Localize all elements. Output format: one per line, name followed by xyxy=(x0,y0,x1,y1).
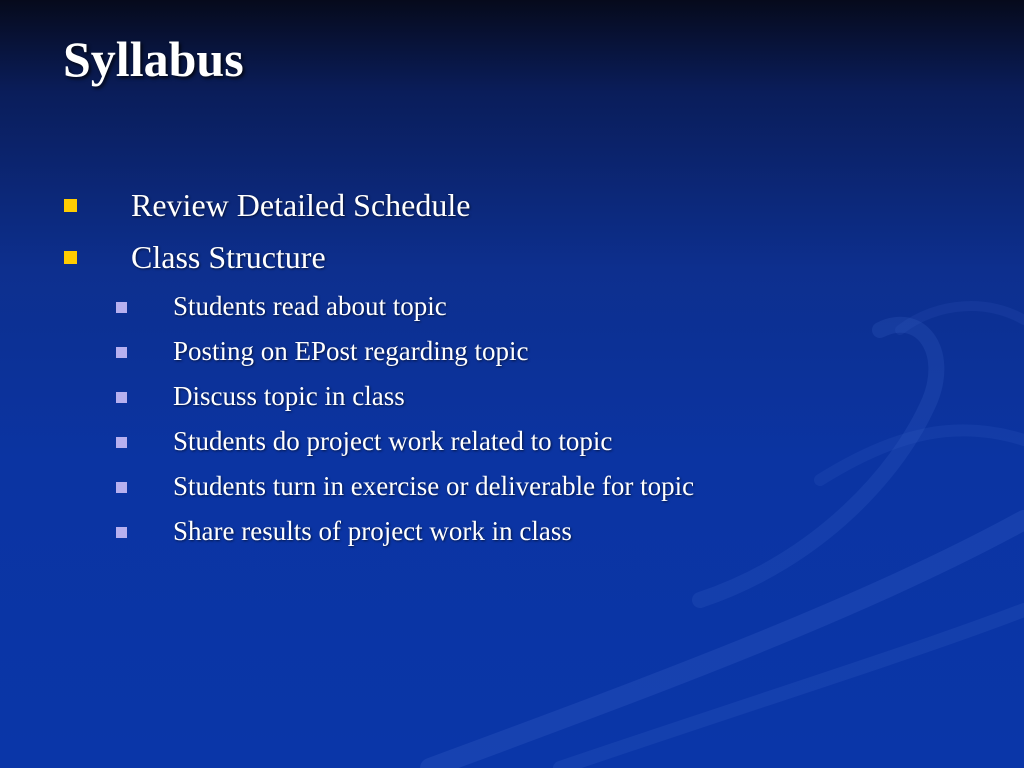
slide-title: Syllabus xyxy=(63,31,244,87)
sub-bullet-text: Discuss topic in class xyxy=(173,381,405,411)
sub-bullet-item xyxy=(0,468,1024,513)
square-bullet-icon xyxy=(116,302,127,313)
sub-bullet-item xyxy=(0,513,1024,558)
bullet-text: Class Structure xyxy=(131,239,326,275)
sub-bullet-text: Share results of project work in class xyxy=(173,516,572,546)
square-bullet-icon xyxy=(116,347,127,358)
bullet-list xyxy=(0,184,1024,558)
sub-bullet-item xyxy=(0,333,1024,378)
sub-bullet-item xyxy=(0,423,1024,468)
bullet-item xyxy=(0,184,1024,236)
sub-bullet-item xyxy=(0,378,1024,423)
sub-bullet-text: Students turn in exercise or deliverable for topic xyxy=(173,471,695,501)
bullet-text: Review Detailed Schedule xyxy=(131,187,471,223)
square-bullet-icon xyxy=(116,527,127,538)
square-bullet-icon xyxy=(116,437,127,448)
square-bullet-icon xyxy=(64,251,77,264)
sub-bullet-text: Students read about topic xyxy=(173,291,447,321)
sub-bullet-text: Posting on EPost regarding topic xyxy=(173,336,529,366)
square-bullet-icon xyxy=(64,199,77,212)
square-bullet-icon xyxy=(116,482,127,493)
bullet-item xyxy=(0,236,1024,288)
square-bullet-icon xyxy=(116,392,127,403)
sub-bullet-item xyxy=(0,288,1024,333)
sub-bullet-text: Students do project work related to topic xyxy=(173,426,613,456)
